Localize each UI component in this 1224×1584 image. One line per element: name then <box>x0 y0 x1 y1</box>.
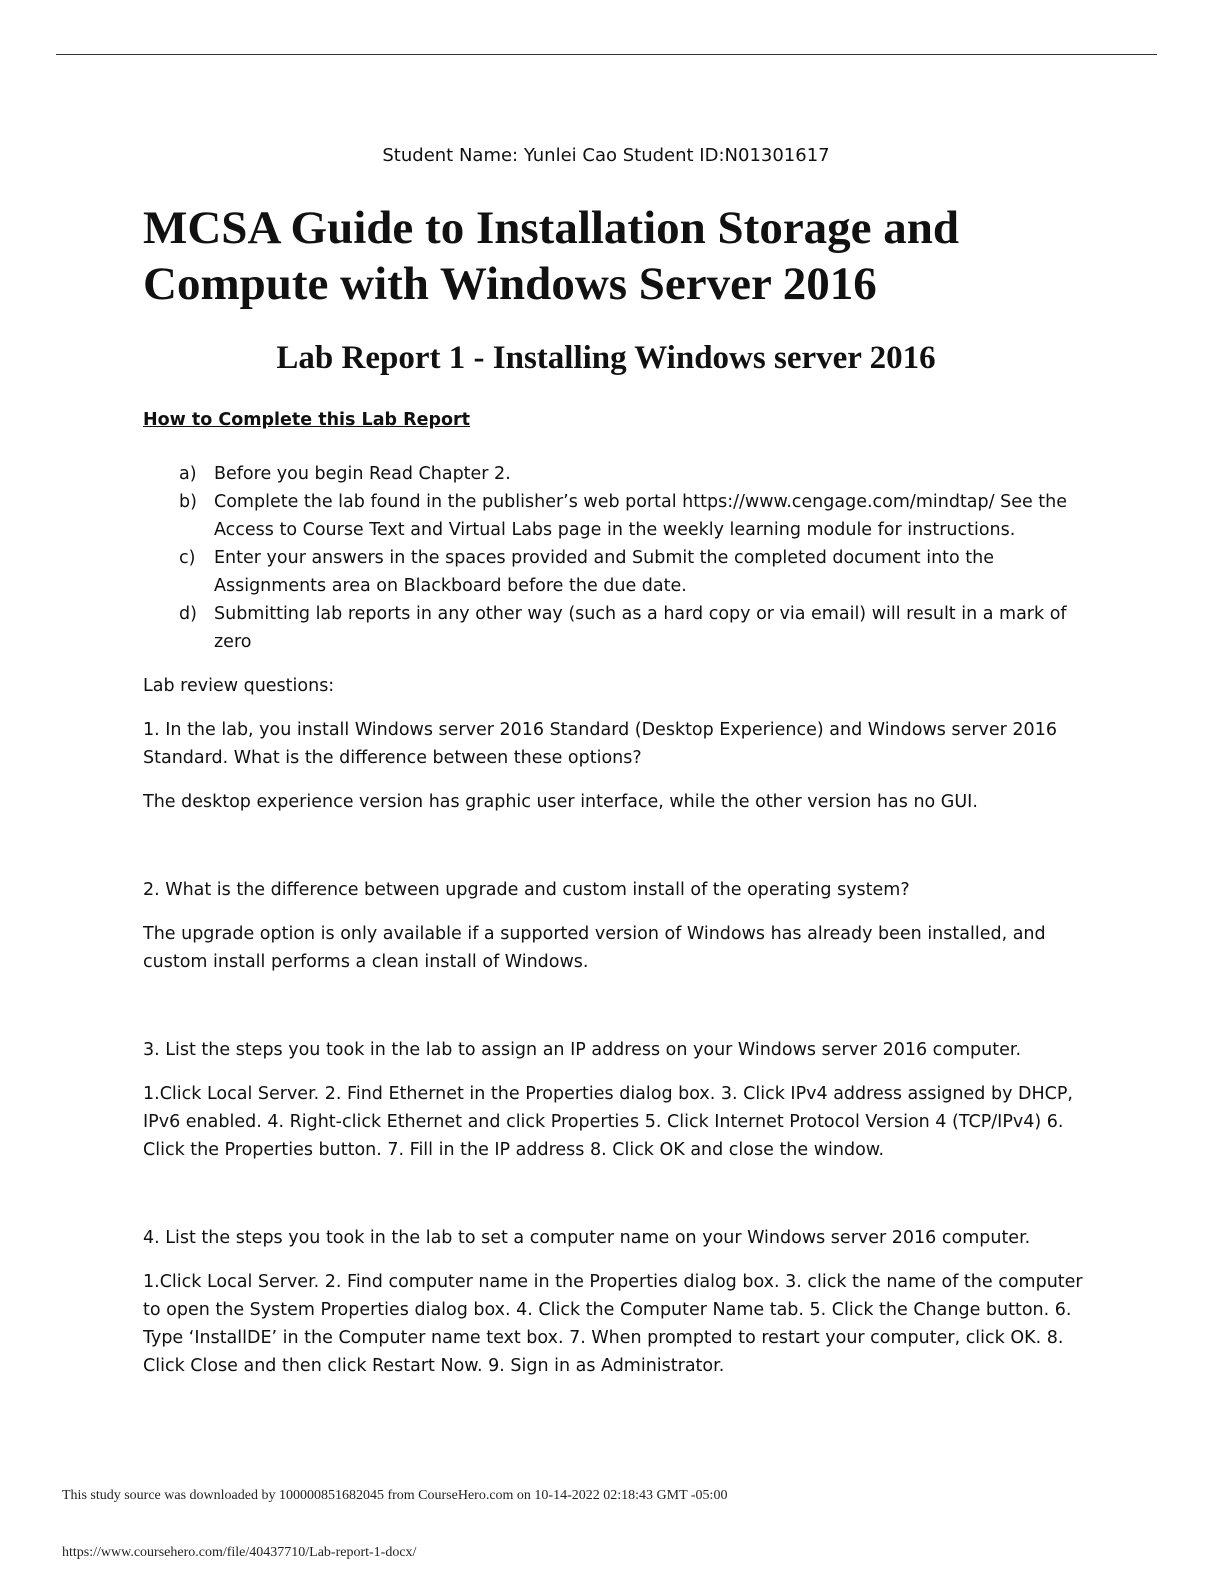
student-info: Student Name: Yunlei Cao Student ID:N01301617 <box>382 145 830 166</box>
question-1: 1. In the lab, you install Windows server 2016 Standard (Desktop Experience) and Windows server 2016 Standard. What is the difference between these options? <box>143 720 1057 768</box>
instruction-text: Submitting lab reports in any other way (such as a hard copy or via email) will result in a mark of zero <box>214 604 1067 652</box>
instructions-heading: How to Complete this Lab Report <box>143 410 471 430</box>
document-title: MCSA Guide to Installation Storage and Compute with Windows Server 2016 <box>143 202 960 310</box>
instruction-item <box>143 488 1083 544</box>
instruction-item <box>143 600 1083 656</box>
answer-3: 1.Click Local Server. 2. Find Ethernet in the Properties dialog box. 3. Click IPv4 address assigned by DHCP, IPv6 enabled. 4. Right-click Ethernet and click Properties 5. Click Internet Protocol Version 4 (TCP/IPv4) 6. Click the Properties button. 7. Fill in the IP address 8. Click OK and close the window. <box>143 1084 1073 1160</box>
instruction-item <box>143 460 1083 488</box>
instruction-text: Before you begin Read Chapter 2. <box>214 464 511 484</box>
instruction-item <box>143 544 1083 600</box>
question-4: 4. List the steps you took in the lab to set a computer name on your Windows server 2016 computer. <box>143 1228 1031 1248</box>
top-divider <box>56 54 1157 55</box>
answer-1: The desktop experience version has graphic user interface, while the other version has no GUI. <box>143 792 978 812</box>
instruction-text: Complete the lab found in the publisher’s web portal https://www.cengage.com/mindtap/ See the Access to Course Text and Virtual Labs page in the weekly learning module for instructions. <box>214 492 1068 540</box>
review-heading: Lab review questions: <box>143 676 335 696</box>
answer-4: 1.Click Local Server. 2. Find computer name in the Properties dialog box. 3. click the name of the computer to open the System Properties dialog box. 4. Click the Computer Name tab. 5. Click the Change button. 6. Type ‘InstallDE’ in the Computer name text box. 7. When prompted to restart your computer, click OK. 8. Click Close and then click Restart Now. 9. Sign in as Administrator. <box>143 1272 1083 1376</box>
question-3: 3. List the steps you took in the lab to assign an IP address on your Windows server 2016 computer. <box>143 1040 1022 1060</box>
instruction-marker: b) <box>179 492 197 512</box>
instructions-list <box>143 460 1083 656</box>
instruction-marker: c) <box>179 548 196 568</box>
source-url: https://www.coursehero.com/file/40437710/Lab-report-1-docx/ <box>62 1545 417 1560</box>
document-body <box>143 406 1083 1380</box>
instruction-text: Enter your answers in the spaces provided and Submit the completed document into the Assignments area on Blackboard before the due date. <box>214 548 995 596</box>
instruction-marker: d) <box>179 604 197 624</box>
lab-report-title: Lab Report 1 - Installing Windows server 2016 <box>276 340 936 376</box>
instruction-marker: a) <box>179 464 197 484</box>
answer-2: The upgrade option is only available if a supported version of Windows has already been installed, and custom install performs a clean install of Windows. <box>143 924 1046 972</box>
download-source-notice: This study source was downloaded by 100000851682045 from CourseHero.com on 10-14-2022 02:18:43 GMT -05:00 <box>62 1488 728 1503</box>
question-2: 2. What is the difference between upgrade and custom install of the operating system? <box>143 880 910 900</box>
